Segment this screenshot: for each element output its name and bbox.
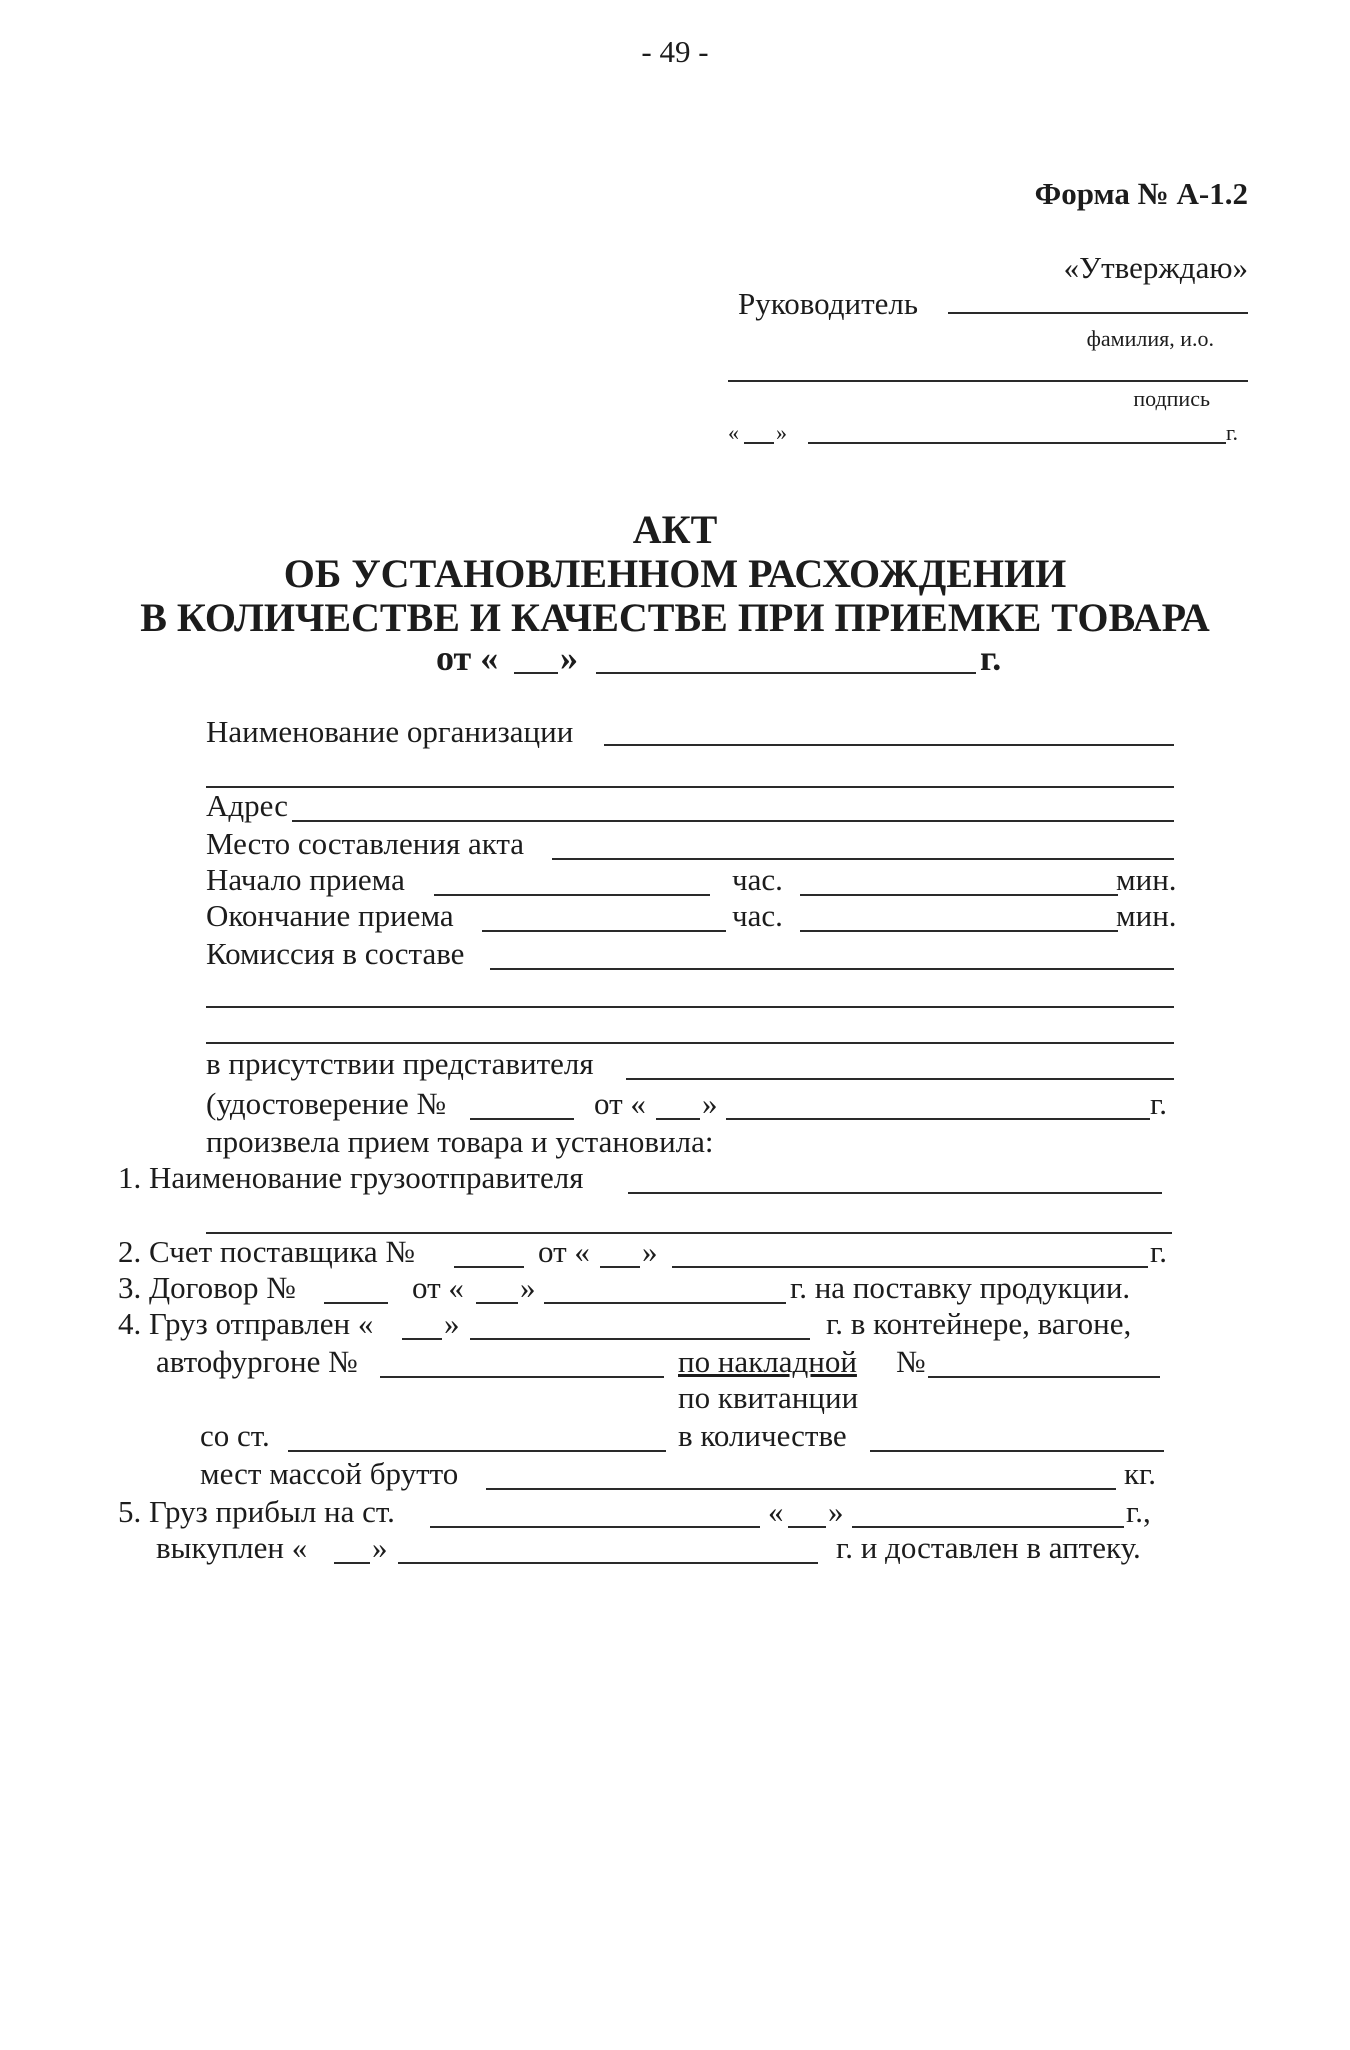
start-hour-line[interactable]	[434, 894, 710, 896]
act-subtitle-1: ОБ УСТАНОВЛЕННОМ РАСХОЖДЕНИИ	[283, 551, 1067, 596]
item2-label: 2. Счет поставщика №	[118, 1234, 415, 1269]
contract-month-year-line[interactable]	[544, 1302, 786, 1304]
places-label: мест массой брутто	[200, 1456, 459, 1491]
certificate-month-year-line[interactable]	[726, 1118, 1150, 1120]
arrival-year: г.,	[1126, 1494, 1151, 1529]
bought-day-line[interactable]	[334, 1562, 370, 1564]
invoice-year: г.	[1150, 1234, 1167, 1269]
waybill-no-line[interactable]	[928, 1376, 1160, 1378]
commission-line-2[interactable]	[206, 1006, 1174, 1008]
waybill-no-label: №	[896, 1344, 926, 1379]
org-name-line[interactable]	[604, 744, 1174, 746]
bought-close-quote: »	[372, 1530, 388, 1565]
quantity-label: в количестве	[678, 1418, 847, 1453]
item4-label: 4. Груз отправлен «	[118, 1306, 374, 1341]
certificate-day-line[interactable]	[656, 1118, 700, 1120]
station-label: со ст.	[200, 1418, 270, 1453]
act-month-year-line[interactable]	[596, 672, 976, 674]
start-min-unit: мин.	[1116, 862, 1177, 897]
place-label: Место составления акта	[206, 826, 525, 861]
start-label: Начало приема	[206, 862, 405, 897]
performed-text: произвела прием товара и установила:	[206, 1124, 714, 1159]
address-label: Адрес	[206, 788, 288, 823]
approval-month-year-line[interactable]	[808, 442, 1226, 444]
end-min-unit: мин.	[1116, 898, 1177, 933]
address-line[interactable]	[292, 820, 1174, 822]
act-title: АКТ	[632, 507, 718, 552]
start-hour-unit: час.	[732, 862, 783, 897]
receipt-label: по квитанции	[678, 1380, 859, 1415]
certificate-label: (удостоверение №	[206, 1086, 447, 1121]
shipped-suffix: г. в контейнере, вагоне,	[826, 1306, 1132, 1341]
contract-day-line[interactable]	[476, 1302, 518, 1304]
commission-line-3[interactable]	[206, 1042, 1174, 1044]
arrival-day-line[interactable]	[788, 1526, 826, 1528]
kg-label: кг.	[1124, 1456, 1157, 1491]
bought-month-year-line[interactable]	[398, 1562, 818, 1564]
certificate-close-quote: »	[702, 1086, 718, 1121]
act-day-line[interactable]	[514, 672, 558, 674]
shipped-close-quote: »	[444, 1306, 460, 1341]
van-label: автофургоне №	[156, 1344, 358, 1379]
invoice-close-quote: »	[642, 1234, 658, 1269]
head-label: Руководитель	[738, 286, 919, 321]
act-subtitle-2: В КОЛИЧЕСТВЕ И КАЧЕСТВЕ ПРИ ПРИЕМКЕ ТОВАРА	[140, 595, 1210, 640]
invoice-no-line[interactable]	[454, 1266, 524, 1268]
end-label: Окончание приема	[206, 898, 454, 933]
shipped-day-line[interactable]	[402, 1338, 442, 1340]
item5-label: 5. Груз прибыл на ст.	[118, 1494, 395, 1529]
end-min-line[interactable]	[800, 930, 1118, 932]
act-date-from: от «	[436, 638, 499, 678]
commission-label: Комиссия в составе	[206, 936, 465, 971]
shipper-line[interactable]	[628, 1192, 1162, 1194]
start-min-line[interactable]	[800, 894, 1118, 896]
item1-label: 1. Наименование грузоотправителя	[118, 1160, 584, 1195]
invoice-from: от «	[538, 1234, 590, 1269]
signature-caption: подпись	[1133, 386, 1210, 411]
contract-no-line[interactable]	[324, 1302, 388, 1304]
arrival-station-line[interactable]	[430, 1526, 760, 1528]
approval-date-open: «	[728, 420, 739, 445]
bought-label: выкуплен «	[156, 1530, 308, 1565]
invoice-day-line[interactable]	[600, 1266, 640, 1268]
approval-date-close: »	[776, 420, 787, 445]
org-name-line-2[interactable]	[206, 786, 1174, 788]
place-line[interactable]	[552, 858, 1174, 860]
arrival-month-year-line[interactable]	[852, 1526, 1124, 1528]
form-number: Форма № А-1.2	[1034, 176, 1248, 211]
end-hour-line[interactable]	[482, 930, 726, 932]
gross-weight-line[interactable]	[486, 1488, 1116, 1490]
signature-line[interactable]	[728, 380, 1248, 382]
contract-suffix: г. на поставку продукции.	[790, 1270, 1131, 1305]
certificate-no-line[interactable]	[470, 1118, 574, 1120]
presence-label: в присутствии представителя	[206, 1046, 594, 1081]
quantity-line[interactable]	[870, 1450, 1164, 1452]
van-no-line[interactable]	[380, 1376, 664, 1378]
head-name-line[interactable]	[948, 312, 1248, 314]
item3-label: 3. Договор №	[118, 1270, 296, 1305]
certificate-year: г.	[1150, 1086, 1167, 1121]
shipped-month-year-line[interactable]	[470, 1338, 810, 1340]
name-caption: фамилия, и.о.	[1086, 326, 1214, 351]
waybill-label: по накладной	[678, 1344, 857, 1379]
page-number: - 49 -	[641, 34, 709, 69]
presence-line[interactable]	[626, 1078, 1174, 1080]
certificate-from: от «	[594, 1086, 646, 1121]
arrival-open-quote: «	[768, 1494, 784, 1529]
contract-close-quote: »	[520, 1270, 536, 1305]
approval-year-suffix: г.	[1226, 420, 1239, 445]
approval-stamp: «Утверждаю»	[1063, 250, 1248, 285]
approval-day-line[interactable]	[744, 442, 774, 444]
station-line[interactable]	[288, 1450, 666, 1452]
act-year: г.	[980, 638, 1002, 678]
invoice-month-year-line[interactable]	[672, 1266, 1148, 1268]
bought-suffix: г. и доставлен в аптеку.	[836, 1530, 1141, 1565]
end-hour-unit: час.	[732, 898, 783, 933]
act-date-close: »	[560, 638, 578, 678]
org-name-label: Наименование организации	[206, 714, 574, 749]
contract-from: от «	[412, 1270, 464, 1305]
arrival-close-quote: »	[828, 1494, 844, 1529]
commission-line-1[interactable]	[490, 968, 1174, 970]
